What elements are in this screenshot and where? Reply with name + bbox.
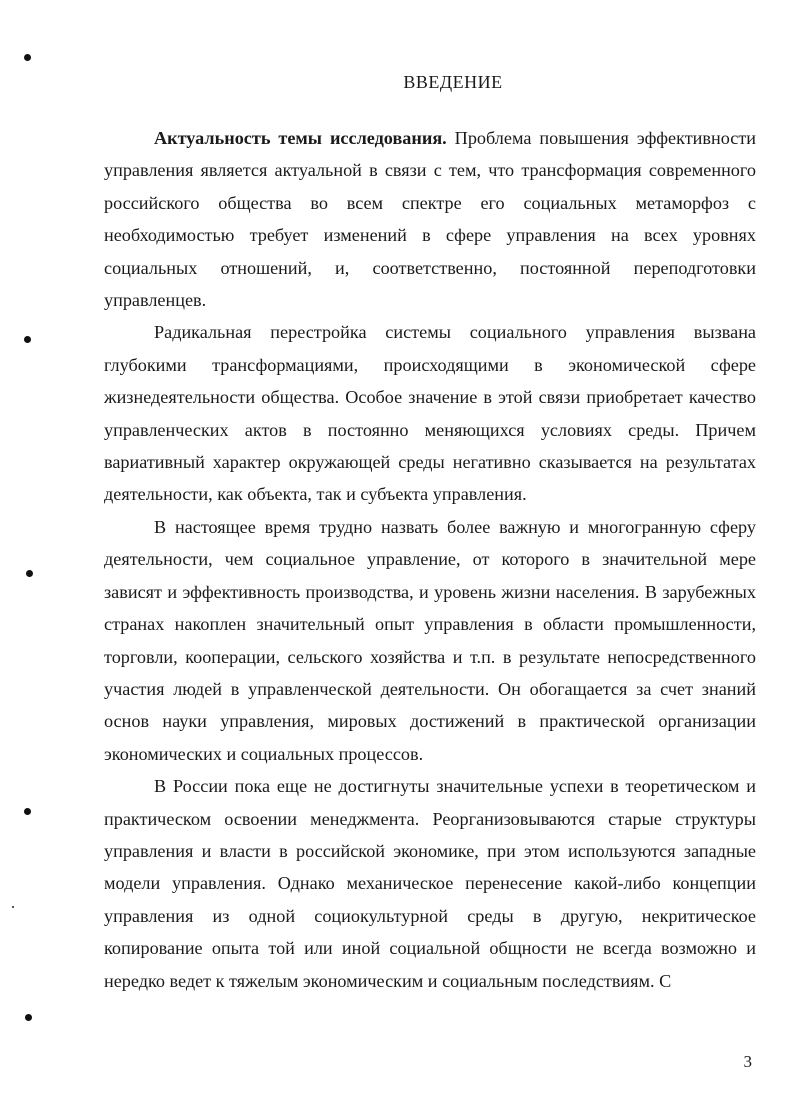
paragraph-text: Проблема повышения эффективности управления является актуальной в связи с тем, что трансформация современного российского общества во всем спектре его социальных метаморфоз с необходимостью требует изменений в сфере управления на всех уровнях социальных отношений, и, соответственно, постоянной переподготовки управленцев.: [104, 128, 757, 311]
punch-hole-mark: [25, 1014, 32, 1021]
scan-speck: [12, 906, 14, 908]
page-number: 3: [743, 1052, 752, 1071]
paragraph-text: Радикальная перестройка системы социального управления вызвана глубокими трансформациями, происходящими в экономической сфере жизнедеятельности общества. Особое значение в этой связи приобретает качество управленческих актов в постоянно меняющихся условиях среды. Причем вариативный характер окружающей среды негативно сказывается на результатах деятельности, как объекта, так и субъекта управления.: [104, 322, 756, 505]
paragraph-lead: Актуальность темы исследования.: [154, 128, 447, 148]
punch-hole-mark: [26, 570, 33, 577]
punch-hole-mark: [24, 808, 31, 815]
paragraph-1: [104, 122, 756, 316]
paragraph-3: [104, 511, 756, 770]
paragraph-4: [104, 770, 756, 997]
body-text: [104, 122, 756, 997]
page-title: ВВЕДЕНИЕ: [403, 72, 503, 92]
paragraph-text: В настоящее время трудно назвать более важную и многогранную сферу деятельности, чем социальное управление, от которого в значительной мере зависят и эффективность производства, и уровень жизни населения. В зарубежных странах накоплен значительный опыт управления в области промышленности, торговли, кооперации, сельского хозяйства и т.п. в результате непосредственного участия людей в управленческой деятельности. Он обогащается за счет знаний основ науки управления, мировых достижений в практической организации экономических и социальных процессов.: [104, 516, 756, 764]
punch-hole-mark: [24, 336, 31, 343]
paragraph-2: [104, 316, 756, 510]
paragraph-text: В России пока еще не достигнуты значительные успехи в теоретическом и практическом освоении менеджмента. Реорганизовываются старые структуры управления и власти в российской экономике, при этом используются западные модели управления. Однако механическое перенесение какой-либо концепции управления из одной социокультурной среды в другую, некритическое копирование опыта той или иной социальной общности не всегда возможно и нередко ведет к тяжелым экономическим и социальным последствиям. С: [104, 776, 756, 991]
punch-hole-mark: [24, 54, 31, 61]
